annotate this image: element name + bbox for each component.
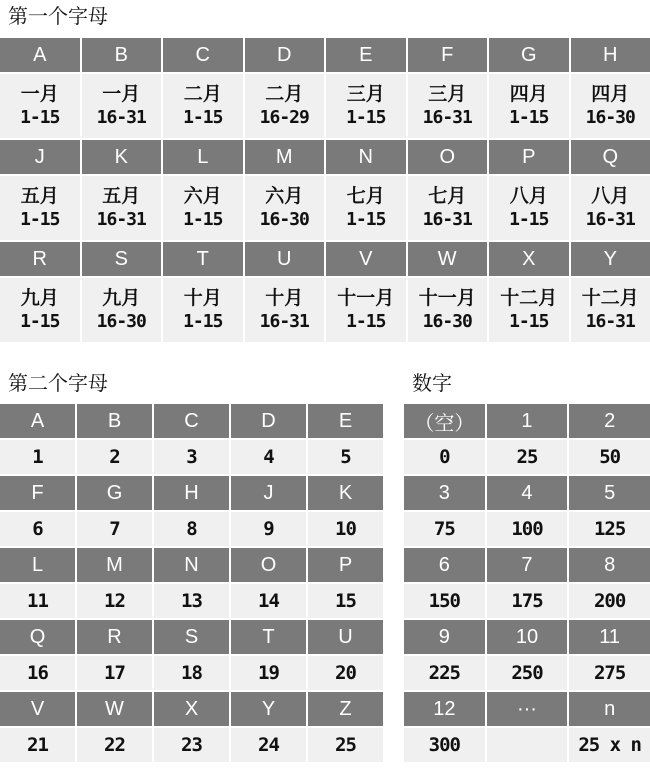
date-range-cell	[489, 176, 569, 240]
day-range-label: 16-30	[96, 311, 146, 332]
month-label: 一月	[20, 83, 59, 105]
number-cell: 13	[154, 584, 229, 618]
day-range-label: 16-31	[259, 311, 309, 332]
number-row	[0, 440, 383, 474]
digit-value-row	[404, 728, 650, 762]
letter-cell: E	[326, 38, 406, 72]
letter-header-row	[0, 620, 383, 654]
number-row	[0, 728, 383, 762]
day-range-label: 16-31	[96, 107, 146, 128]
number-cell: 19	[231, 656, 306, 690]
month-label: 六月	[265, 185, 304, 207]
letter-cell: U	[308, 620, 383, 654]
day-range-label: 16-31	[422, 107, 472, 128]
letter-header-row	[0, 242, 650, 276]
month-label: 五月	[20, 185, 59, 207]
number-cell: 9	[231, 512, 306, 546]
day-range-label: 1-15	[509, 311, 549, 332]
month-label: 十一月	[418, 287, 476, 309]
date-range-cell	[408, 278, 488, 342]
date-range-cell	[245, 176, 325, 240]
letter-cell: G	[489, 38, 569, 72]
number-cell: 18	[154, 656, 229, 690]
letter-cell: Y	[571, 242, 650, 276]
day-range-label: 16-31	[585, 209, 635, 230]
date-range-cell	[326, 176, 406, 240]
number-cell: 16	[0, 656, 75, 690]
month-label: 二月	[265, 83, 304, 105]
letter-cell: R	[77, 620, 152, 654]
number-cell: 11	[0, 584, 75, 618]
day-range-label: 1-15	[509, 107, 549, 128]
digit-key-cell: n	[569, 692, 650, 726]
digit-value-cell: 175	[487, 584, 568, 618]
digit-key-cell: 6	[404, 548, 485, 582]
letter-cell: D	[245, 38, 325, 72]
letter-cell: U	[245, 242, 325, 276]
letter-cell: O	[408, 140, 488, 174]
number-cell: 3	[154, 440, 229, 474]
day-range-label: 16-31	[96, 209, 146, 230]
letter-cell: F	[0, 476, 75, 510]
month-label: 九月	[102, 287, 141, 309]
day-range-label: 16-30	[585, 107, 635, 128]
month-label: 十二月	[500, 287, 558, 309]
letter-cell: P	[489, 140, 569, 174]
date-range-row	[0, 74, 650, 138]
letter-cell: V	[326, 242, 406, 276]
letter-cell: N	[326, 140, 406, 174]
letter-header-row	[0, 692, 383, 726]
number-cell: 4	[231, 440, 306, 474]
second-letter-title: 第二个字母	[8, 371, 108, 395]
month-label: 七月	[346, 185, 385, 207]
number-cell: 15	[308, 584, 383, 618]
digit-key-cell: ···	[487, 692, 568, 726]
letter-cell: T	[231, 620, 306, 654]
letter-cell: X	[154, 692, 229, 726]
digits-title: 数字	[412, 371, 452, 395]
digit-key-cell: 9	[404, 620, 485, 654]
letter-cell: P	[308, 548, 383, 582]
date-range-cell	[571, 176, 650, 240]
letter-cell: O	[231, 548, 306, 582]
date-range-cell	[82, 74, 162, 138]
number-row	[0, 656, 383, 690]
digit-key-cell: 2	[569, 404, 650, 438]
date-range-row	[0, 176, 650, 240]
letter-cell: Q	[571, 140, 650, 174]
month-label: 八月	[509, 185, 548, 207]
day-range-label: 1-15	[509, 209, 549, 230]
date-range-cell	[0, 74, 80, 138]
day-range-label: 1-15	[346, 209, 386, 230]
digit-header-row	[404, 548, 650, 582]
month-label: 四月	[509, 83, 548, 105]
letter-cell: A	[0, 38, 80, 72]
letter-cell: Y	[231, 692, 306, 726]
letter-cell: H	[571, 38, 650, 72]
date-range-cell	[489, 74, 569, 138]
date-range-row	[0, 278, 650, 342]
digit-key-cell: 8	[569, 548, 650, 582]
date-range-cell	[0, 278, 80, 342]
month-label: 二月	[183, 83, 222, 105]
letter-cell: Z	[308, 692, 383, 726]
number-cell: 5	[308, 440, 383, 474]
date-range-cell	[163, 74, 243, 138]
number-cell: 23	[154, 728, 229, 762]
month-label: 一月	[102, 83, 141, 105]
number-cell: 10	[308, 512, 383, 546]
date-range-cell	[245, 74, 325, 138]
digit-value-cell: 75	[404, 512, 485, 546]
month-label: 十二月	[581, 287, 639, 309]
letter-header-row	[0, 38, 650, 72]
digit-value-cell: 275	[569, 656, 650, 690]
number-cell: 17	[77, 656, 152, 690]
number-cell: 8	[154, 512, 229, 546]
digit-key-cell: 5	[569, 476, 650, 510]
second-letter-table	[0, 402, 385, 764]
letter-cell: R	[0, 242, 80, 276]
number-cell: 7	[77, 512, 152, 546]
letter-cell: L	[163, 140, 243, 174]
number-cell: 14	[231, 584, 306, 618]
number-cell: 25	[308, 728, 383, 762]
digit-key-cell: 1	[487, 404, 568, 438]
number-cell: 1	[0, 440, 75, 474]
month-label: 十月	[265, 287, 304, 309]
day-range-label: 1-15	[20, 107, 60, 128]
letter-cell: G	[77, 476, 152, 510]
digit-value-row	[404, 512, 650, 546]
letter-cell: V	[0, 692, 75, 726]
month-label: 九月	[20, 287, 59, 309]
first-letter-title: 第一个字母	[8, 4, 108, 28]
date-range-cell	[163, 176, 243, 240]
day-range-label: 1-15	[346, 311, 386, 332]
digit-value-cell: 50	[569, 440, 650, 474]
digit-value-cell: 225	[404, 656, 485, 690]
letter-cell: B	[82, 38, 162, 72]
digit-key-cell: 12	[404, 692, 485, 726]
digit-value-cell: 100	[487, 512, 568, 546]
digit-value-row	[404, 584, 650, 618]
month-label: 五月	[102, 185, 141, 207]
digit-value-cell: 150	[404, 584, 485, 618]
month-label: 四月	[591, 83, 630, 105]
digit-value-cell: 25 x n	[569, 728, 650, 762]
month-label: 八月	[591, 185, 630, 207]
letter-cell: W	[77, 692, 152, 726]
day-range-label: 1-15	[183, 311, 223, 332]
date-range-cell	[408, 176, 488, 240]
letter-cell: H	[154, 476, 229, 510]
day-range-label: 16-31	[585, 311, 635, 332]
letter-header-row	[0, 476, 383, 510]
day-range-label: 1-15	[183, 107, 223, 128]
letter-header-row	[0, 140, 650, 174]
letter-cell: K	[308, 476, 383, 510]
letter-cell: L	[0, 548, 75, 582]
letter-cell: J	[0, 140, 80, 174]
digit-key-cell: 4	[487, 476, 568, 510]
digit-key-cell: 7	[487, 548, 568, 582]
number-cell: 24	[231, 728, 306, 762]
number-cell: 22	[77, 728, 152, 762]
day-range-label: 16-29	[259, 107, 309, 128]
letter-cell: C	[154, 404, 229, 438]
month-label: 七月	[428, 185, 467, 207]
letter-cell: S	[82, 242, 162, 276]
day-range-label: 1-15	[20, 311, 60, 332]
date-range-cell	[489, 278, 569, 342]
number-cell: 12	[77, 584, 152, 618]
digit-key-cell: （空）	[404, 404, 485, 438]
number-row	[0, 512, 383, 546]
letter-cell: A	[0, 404, 75, 438]
day-range-label: 16-30	[422, 311, 472, 332]
day-range-label: 1-15	[183, 209, 223, 230]
letter-cell: N	[154, 548, 229, 582]
day-range-label: 1-15	[20, 209, 60, 230]
date-range-cell	[571, 278, 650, 342]
date-range-cell	[0, 176, 80, 240]
date-range-cell	[163, 278, 243, 342]
digit-value-cell: 0	[404, 440, 485, 474]
date-range-cell	[82, 176, 162, 240]
first-letter-table	[0, 36, 650, 344]
letter-cell: S	[154, 620, 229, 654]
date-range-cell	[82, 278, 162, 342]
letter-header-row	[0, 548, 383, 582]
month-label: 三月	[428, 83, 467, 105]
day-range-label: 16-31	[422, 209, 472, 230]
digit-key-cell: 3	[404, 476, 485, 510]
letter-cell: J	[231, 476, 306, 510]
digit-value-row	[404, 656, 650, 690]
month-label: 十一月	[337, 287, 395, 309]
digit-value-cell: 25	[487, 440, 568, 474]
date-range-cell	[571, 74, 650, 138]
date-range-cell	[326, 74, 406, 138]
letter-cell: X	[489, 242, 569, 276]
letter-cell: D	[231, 404, 306, 438]
digit-header-row	[404, 404, 650, 438]
number-cell: 20	[308, 656, 383, 690]
letter-cell: M	[77, 548, 152, 582]
digit-value-cell	[487, 728, 568, 762]
digit-header-row	[404, 620, 650, 654]
letter-cell: K	[82, 140, 162, 174]
month-label: 三月	[346, 83, 385, 105]
letter-cell: M	[245, 140, 325, 174]
day-range-label: 1-15	[346, 107, 386, 128]
digit-key-cell: 10	[487, 620, 568, 654]
letter-cell: T	[163, 242, 243, 276]
letter-cell: W	[408, 242, 488, 276]
date-range-cell	[408, 74, 488, 138]
digit-value-cell: 250	[487, 656, 568, 690]
date-range-cell	[326, 278, 406, 342]
letter-cell: Q	[0, 620, 75, 654]
letter-cell: C	[163, 38, 243, 72]
letter-cell: F	[408, 38, 488, 72]
digit-value-cell: 125	[569, 512, 650, 546]
digit-value-row	[404, 440, 650, 474]
digit-header-row	[404, 692, 650, 726]
letter-header-row	[0, 404, 383, 438]
letter-cell: B	[77, 404, 152, 438]
number-cell: 21	[0, 728, 75, 762]
day-range-label: 16-30	[259, 209, 309, 230]
month-label: 十月	[183, 287, 222, 309]
digit-value-cell: 300	[404, 728, 485, 762]
digit-header-row	[404, 476, 650, 510]
number-cell: 6	[0, 512, 75, 546]
digit-value-cell: 200	[569, 584, 650, 618]
digits-table	[402, 402, 650, 764]
digit-key-cell: 11	[569, 620, 650, 654]
date-range-cell	[245, 278, 325, 342]
month-label: 六月	[183, 185, 222, 207]
letter-cell: E	[308, 404, 383, 438]
number-row	[0, 584, 383, 618]
number-cell: 2	[77, 440, 152, 474]
